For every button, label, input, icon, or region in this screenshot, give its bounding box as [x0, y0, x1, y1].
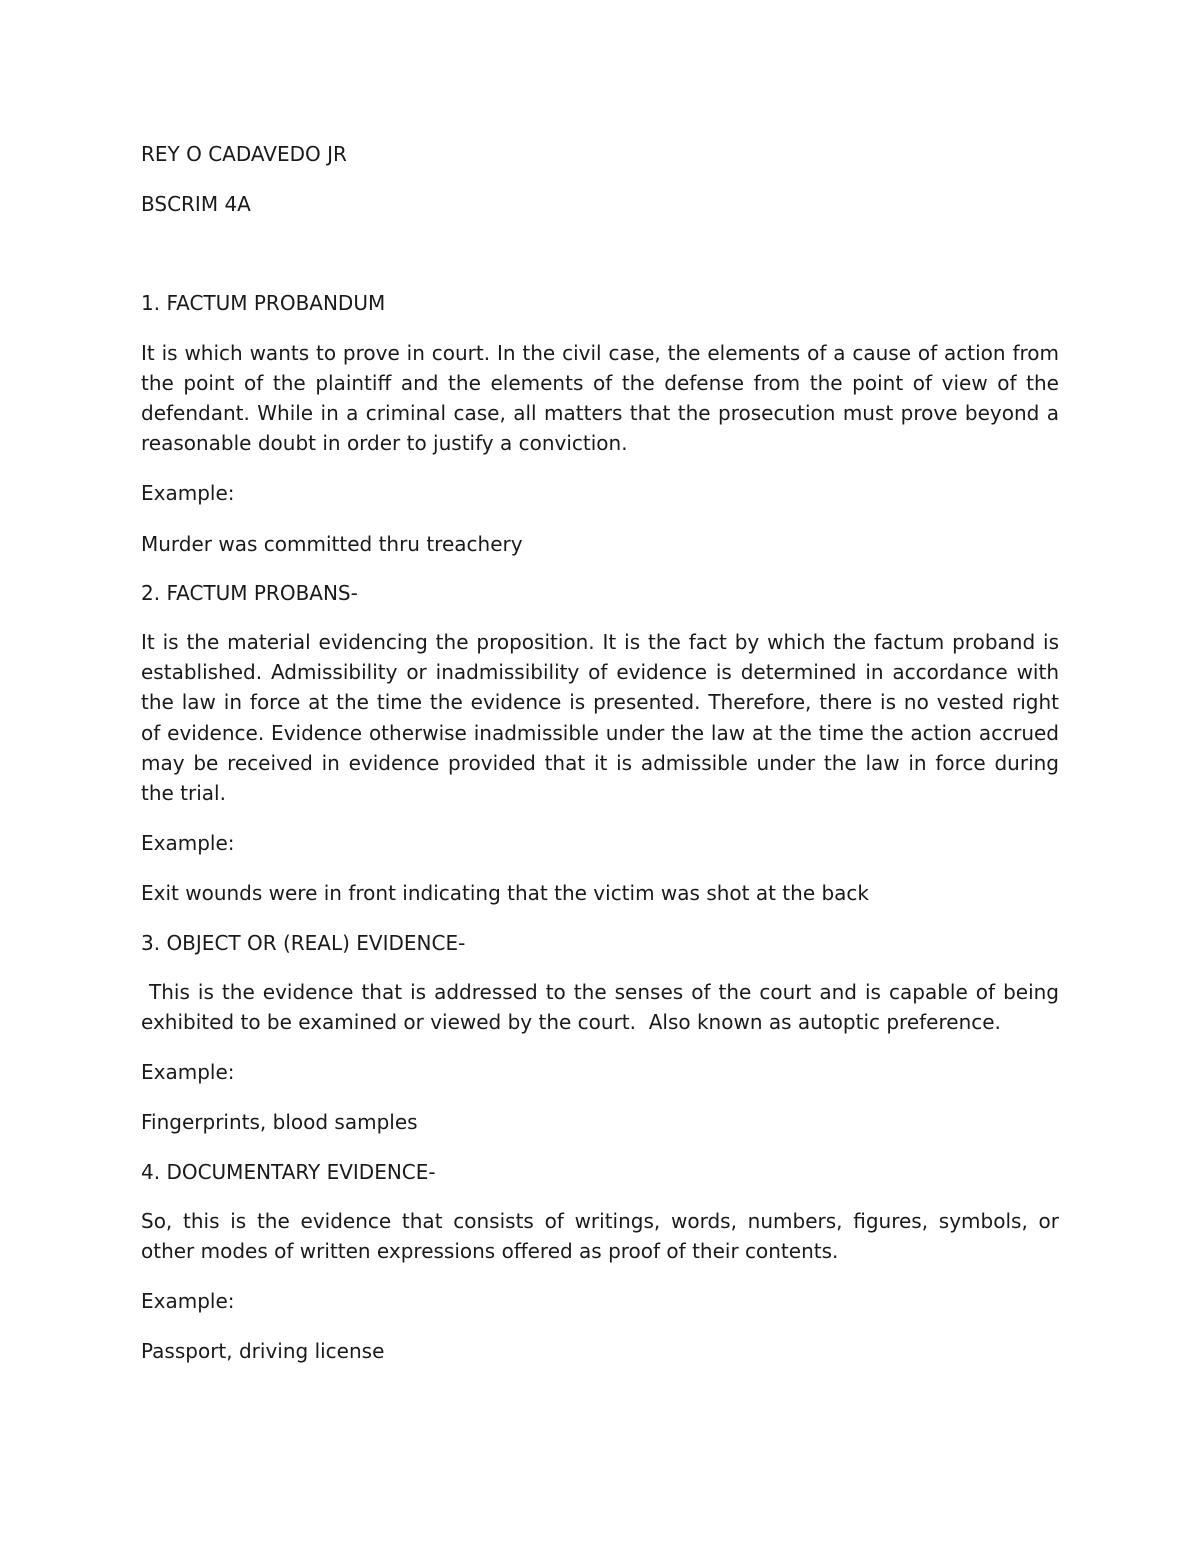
example-text-documentary-evidence: Passport, driving license [141, 1339, 385, 1364]
example-label: Example: [141, 831, 235, 856]
section-heading-factum-probans: 2. FACTUM PROBANS- [141, 580, 358, 605]
course-section: BSCRIM 4A [141, 192, 251, 217]
example-text-object-evidence: Fingerprints, blood samples [141, 1110, 418, 1135]
section-body-documentary-evidence: So, this is the evidence that consists of writings, words, numbers, figures, symbols, or other modes of written expressions offered as proof of their contents. [141, 1208, 1059, 1264]
example-text-factum-probans: Exit wounds were in front indicating that the victim was shot at the back [141, 881, 870, 906]
document-content [141, 139, 1066, 1386]
example-label: Example: [141, 481, 235, 506]
section-body-factum-probans: It is the material evidencing the proposition. It is the fact by which the factum proband is established. Admissibility or inadmissibility of evidence is determined in accordance with the law in force at the time the evidence is presented. Therefore, there is no vested right of evidence. Evidence otherwise inadmissible under the law at the time the action accrued may be received in evidence provided that it is admissible under the law in force during the trial. [141, 630, 1059, 806]
author-name: REY O CADAVEDO JR [141, 142, 347, 166]
example-text-factum-probandum: Murder was committed thru treachery [141, 531, 523, 556]
section-heading-documentary-evidence: 4. DOCUMENTARY EVIDENCE- [141, 1159, 436, 1184]
example-label: Example: [141, 1289, 235, 1314]
section-heading-object-evidence: 3. OBJECT OR (REAL) EVIDENCE- [141, 930, 466, 955]
section-heading-factum-probandum: 1. FACTUM PROBANDUM [141, 291, 386, 316]
section-body-factum-probandum: It is which wants to prove in court. In the civil case, the elements of a cause of action from the point of the plaintiff and the elements of the defense from the point of view of the defendant. While in a criminal case, all matters that the prosecution must prove beyond a reasonable doubt in order to justify a conviction. [141, 340, 1059, 456]
section-body-object-evidence: This is the evidence that is addressed to the senses of the court and is capable of being exhibited to be examined or viewed by the court. Also known as autoptic preference. [141, 979, 1066, 1035]
example-label: Example: [141, 1060, 235, 1085]
